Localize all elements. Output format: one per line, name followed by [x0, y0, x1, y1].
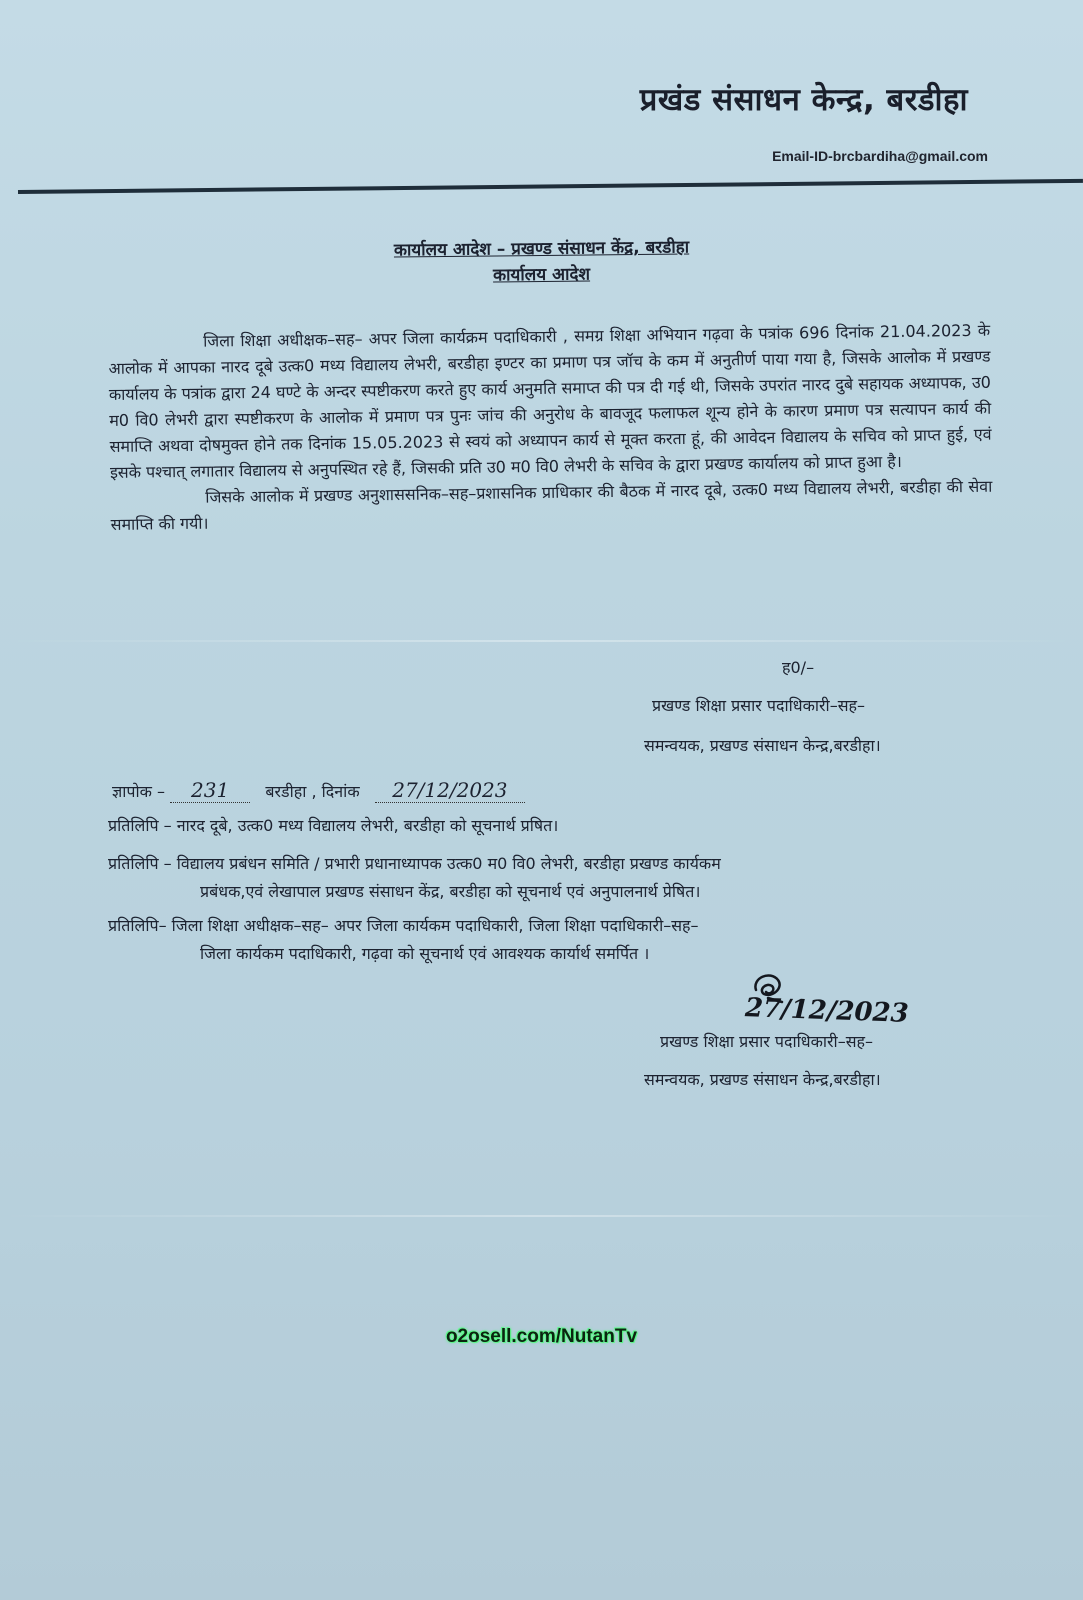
- header-divider: [18, 179, 1083, 194]
- office-email: Email-ID-brcbardiha@gmail.com: [772, 148, 988, 164]
- copy-line-continued: जिला कार्यकम पदाधिकारी, गढ़वा को सूचनार्थ एवं आवश्यक कार्यार्थ समर्पित ।: [200, 944, 650, 963]
- order-body: [108, 318, 993, 538]
- watermark-text: o2osell.com/NutanTv: [445, 1326, 638, 1347]
- handwritten-date: 27/12/2023: [744, 993, 910, 1029]
- dispatch-line: [112, 778, 972, 803]
- copy-line: प्रतिलिपि – विद्यालय प्रबंधन समिति / प्रभारी प्रधानाध्यापक उत्क0 म0 वि0 लेभरी, बरडीहा प्रखण्ड कार्यकम: [108, 854, 721, 873]
- copy-item: [108, 912, 988, 968]
- signatory-office-1: समन्वयक, प्रखण्ड संसाधन केन्द्र,बरडीहा।: [644, 736, 881, 755]
- copy-item: [108, 812, 988, 840]
- signatory-title-1: प्रखण्ड शिक्षा प्रसार पदाधिकारी–सह–: [652, 696, 866, 715]
- order-paragraph-2: जिसके आलोक में प्रखण्ड अनुशाससनिक–सह–प्रशासनिक प्राधिकार की बैठक में नारद दूबे, उत्क0 मध्य विद्यालय लेभरी, बरडीहा की सेवा समाप्ति की गयी।: [110, 476, 993, 534]
- dispatch-number: 231: [170, 778, 250, 803]
- signatory-office-2: समन्वयक, प्रखण्ड संसाधन केन्द्र,बरडीहा।: [644, 1070, 881, 1089]
- order-title: कार्यालय आदेश – प्रखण्ड संसाधन केंद्र, बरडीहा: [393, 237, 690, 261]
- order-paragraph-1: जिला शिक्षा अधीक्षक–सह– अपर जिला कार्यक्रम पदाधिकारी , समग्र शिक्षा अभियान गढ़वा के पत्रांक 696 दिनांक 21.04.2023 के आलोक में आपका नारद दूबे उत्क0 मध्य विद्यालय लेभरी, बरडीहा इण्टर का प्रमाण पत्र जॉच के कम में अनुतीर्ण पाया गया है, जिसके आलोक में प्रखण्ड कार्यालय के पत्रांक द्वारा 24 घण्टे के अन्दर स्पष्टीकरण करते हुए कार्य अनुमति समाप्त की पत्र दी गई थी, जिसके उपरांत नारद दुबे सहायक अध्यापक, उ0 म0 वि0 लेभरी द्वारा स्पष्टीकरण के आलोक में प्रमाण पत्र पुनः जांच की अनुरोध के बावजूद फलाफल शून्य होने के कारण प्रमाण पत्र सत्यापन कार्य की समाप्ति अथवा दोषमुक्त होने तक दिनांक 15.05.2023 से स्वयं को अध्यापन कार्य से मूक्त करता हूं, की आवेदन विद्यालय के सचिव को प्राप्त हुई, एवं इसके पश्चात् लगातार विद्यालय से अनुपस्थित रहे हैं, जिसकी प्रति उ0 म0 वि0 लेभरी के सचिव के द्वारा प्रखण्ड कार्यालय को प्राप्त हुआ है।: [108, 320, 992, 482]
- signed-mark: ह0/–: [782, 658, 815, 677]
- copy-line: प्रतिलिपि – नारद दूबे, उत्क0 मध्य विद्यालय लेभरी, बरडीहा को सूचनार्थ प्रषित।: [108, 816, 559, 835]
- order-subtitle: कार्यालय आदेश: [492, 264, 591, 286]
- copy-line-continued: प्रबंधक,एवं लेखापाल प्रखण्ड संसाधन केंद्र, बरडीहा को सूचनार्थ एवं अनुपालनार्थ प्रेषित।: [200, 882, 701, 901]
- copy-line: प्रतिलिपि– जिला शिक्षा अधीक्षक–सह– अपर जिला कार्यकम पदाधिकारी, जिला शिक्षा पदाधिकारी–सह–: [108, 916, 699, 935]
- dispatch-place: बरडीहा , दिनांक: [265, 782, 360, 801]
- office-name-heading: प्रखंड संसाधन केन्द्र, बरडीहा: [639, 82, 968, 118]
- signatory-title-2: प्रखण्ड शिक्षा प्रसार पदाधिकारी–सह–: [660, 1032, 874, 1051]
- dispatch-label: ज्ञापोक –: [112, 782, 166, 801]
- copy-item: [108, 850, 988, 906]
- fold-crease: [0, 640, 1083, 642]
- fold-crease: [0, 1215, 1083, 1217]
- dispatch-date: 27/12/2023: [375, 778, 525, 803]
